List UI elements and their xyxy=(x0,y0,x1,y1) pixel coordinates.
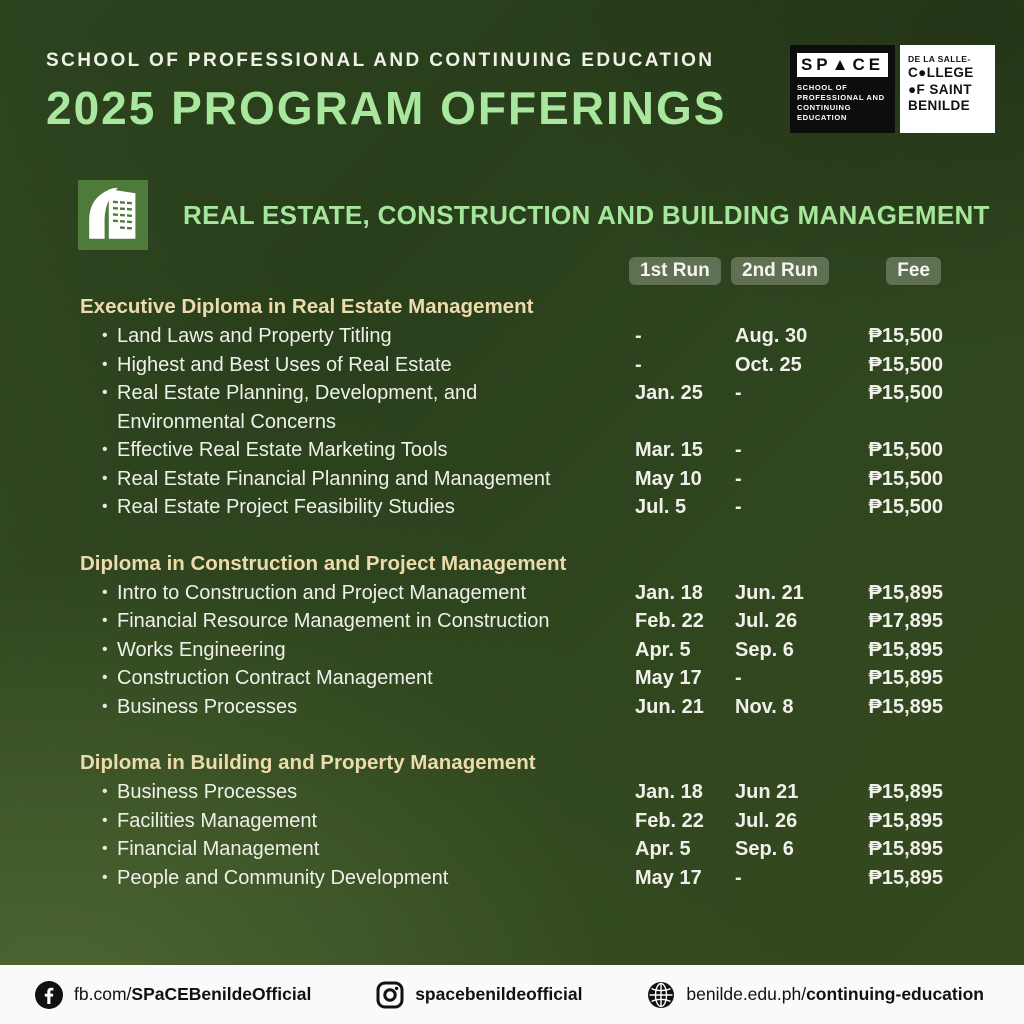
column-header-run2: 2nd Run xyxy=(731,257,829,285)
course-fee: ₱15,895 xyxy=(868,638,943,661)
course-run1: Apr. 5 xyxy=(635,838,691,860)
course-fee: ₱15,895 xyxy=(868,809,943,832)
program-section xyxy=(80,293,943,522)
course-name: • Construction Contract Management xyxy=(80,664,635,693)
website-path: continuing-education xyxy=(806,984,984,1004)
course-name: • Real Estate Project Feasibility Studies xyxy=(80,493,635,522)
course-name: • Real Estate Financial Planning and Management xyxy=(80,465,635,494)
course-row xyxy=(80,465,943,494)
course-name: • Facilities Management xyxy=(80,807,635,836)
course-row xyxy=(80,636,943,665)
course-row xyxy=(80,664,943,693)
course-name: • Works Engineering xyxy=(80,636,635,665)
benilde-logo-line: C●LLEGE xyxy=(908,65,974,80)
website-text xyxy=(686,984,984,1005)
course-name: • Effective Real Estate Marketing Tools xyxy=(80,436,635,465)
course-run1: Mar. 15 xyxy=(635,439,703,461)
course-name: • Business Processes xyxy=(80,693,635,722)
instagram-icon xyxy=(376,981,404,1009)
program-section xyxy=(80,550,943,722)
course-fee: ₱17,895 xyxy=(868,610,943,632)
website-link[interactable] xyxy=(647,981,984,1009)
column-headers xyxy=(80,257,943,285)
course-fee: ₱15,500 xyxy=(868,496,943,518)
header-kicker: SCHOOL OF PROFESSIONAL AND CONTINUING EDUCATION xyxy=(46,50,715,71)
header xyxy=(46,50,726,135)
category-banner xyxy=(78,180,990,250)
course-row xyxy=(80,778,943,807)
category-title: REAL ESTATE, CONSTRUCTION AND BUILDING MANAGEMENT xyxy=(183,199,990,230)
course-fee: ₱15,895 xyxy=(868,866,943,889)
course-fee: ₱15,500 xyxy=(868,325,943,347)
course-run2: - xyxy=(735,667,742,689)
course-run2: Sep. 6 xyxy=(735,838,794,860)
course-fee: ₱15,500 xyxy=(868,467,943,490)
course-run2: Jun 21 xyxy=(735,781,799,803)
buildings-icon xyxy=(78,180,148,250)
course-run2: - xyxy=(735,866,742,889)
course-name: • Land Laws and Property Titling xyxy=(80,322,635,351)
course-run1: May 17 xyxy=(635,667,702,689)
course-row xyxy=(80,693,943,722)
course-run2: Nov. 8 xyxy=(735,695,794,718)
course-run1: Feb. 22 xyxy=(635,809,704,832)
course-run2: - xyxy=(735,382,742,404)
course-row xyxy=(80,807,943,836)
course-name: • Financial Management xyxy=(80,835,635,864)
course-run2: Jul. 26 xyxy=(735,610,798,632)
course-row xyxy=(80,579,943,608)
facebook-handle: SPaCEBenildeOfficial xyxy=(131,984,312,1004)
course-fee: ₱15,895 xyxy=(868,838,943,860)
course-run1: May 17 xyxy=(635,866,702,889)
course-run1: Apr. 5 xyxy=(635,638,691,661)
course-row xyxy=(80,864,943,893)
space-wordmark: SP▲CE xyxy=(797,53,888,77)
course-row xyxy=(80,607,943,636)
course-row xyxy=(80,351,943,380)
facebook-icon xyxy=(35,981,63,1009)
offerings-table xyxy=(80,257,943,892)
course-run1: Jul. 5 xyxy=(635,496,687,518)
course-row xyxy=(80,835,943,864)
website-prefix: benilde.edu.ph/ xyxy=(686,984,807,1004)
course-run1: Jan. 25 xyxy=(635,382,703,404)
course-run1: Jan. 18 xyxy=(635,781,703,803)
column-header-run1: 1st Run xyxy=(629,257,721,285)
course-fee: ₱15,895 xyxy=(868,695,943,718)
instagram-link[interactable] xyxy=(376,981,582,1009)
course-fee: ₱15,895 xyxy=(868,781,943,803)
course-name: • Real Estate Planning, Development, and Environmental Concerns xyxy=(80,379,635,436)
benilde-logo xyxy=(900,45,995,133)
instagram-text xyxy=(415,984,582,1005)
course-run2: Sep. 6 xyxy=(735,638,794,661)
course-run2: Aug. 30 xyxy=(735,325,808,347)
program-section xyxy=(80,749,943,892)
course-run2: - xyxy=(735,467,742,490)
facebook-prefix: fb.com/ xyxy=(74,984,132,1004)
course-run2: Jun. 21 xyxy=(735,581,804,604)
course-run1: - xyxy=(635,325,642,347)
column-header-fee: Fee xyxy=(886,257,941,285)
program-title: Diploma in Construction and Project Management xyxy=(80,551,567,575)
program-title: Executive Diploma in Real Estate Management xyxy=(80,295,534,318)
space-logo-line: PROFESSIONAL AND xyxy=(797,93,885,102)
course-row xyxy=(80,436,943,465)
benilde-logo-line: DE LA SALLE- xyxy=(908,54,971,64)
space-logo-text xyxy=(797,83,888,123)
space-logo-line: SCHOOL OF xyxy=(797,83,848,92)
course-run2: - xyxy=(735,439,742,461)
facebook-text xyxy=(74,984,311,1005)
course-run1: May 10 xyxy=(635,467,702,490)
programs xyxy=(80,293,943,892)
course-run1: Jan. 18 xyxy=(635,581,703,604)
course-fee: ₱15,895 xyxy=(868,581,943,604)
space-logo-line: CONTINUING xyxy=(797,103,852,112)
page-title: 2025 PROGRAM OFFERINGS xyxy=(46,82,727,134)
course-row xyxy=(80,322,943,351)
course-run1: - xyxy=(635,353,642,376)
space-logo-line: EDUCATION xyxy=(797,113,847,122)
course-row xyxy=(80,493,943,522)
course-row xyxy=(80,379,943,436)
facebook-link[interactable] xyxy=(35,981,311,1009)
course-run2: Jul. 26 xyxy=(735,809,798,832)
course-fee: ₱15,500 xyxy=(868,439,943,461)
course-name: • Business Processes xyxy=(80,778,635,807)
course-fee: ₱15,500 xyxy=(868,353,943,376)
course-name: • People and Community Development xyxy=(80,864,635,893)
globe-icon xyxy=(647,981,675,1009)
course-name: • Financial Resource Management in Construction xyxy=(80,607,635,636)
course-run2: Oct. 25 xyxy=(735,353,802,376)
course-name: • Highest and Best Uses of Real Estate xyxy=(80,351,635,380)
program-title: Diploma in Building and Property Management xyxy=(80,751,536,774)
space-logo xyxy=(790,45,895,133)
course-run1: Jun. 21 xyxy=(635,695,704,718)
instagram-handle: spacebenildeofficial xyxy=(415,984,583,1004)
course-fee: ₱15,895 xyxy=(868,667,943,689)
benilde-logo-line: ●F SAINT xyxy=(908,81,972,97)
benilde-logo-line: BENILDE xyxy=(908,98,971,113)
course-fee: ₱15,500 xyxy=(868,382,943,404)
footer-bar xyxy=(0,965,1024,1024)
course-name: • Intro to Construction and Project Management xyxy=(80,579,635,608)
course-run2: - xyxy=(735,496,742,518)
course-run1: Feb. 22 xyxy=(635,610,704,632)
